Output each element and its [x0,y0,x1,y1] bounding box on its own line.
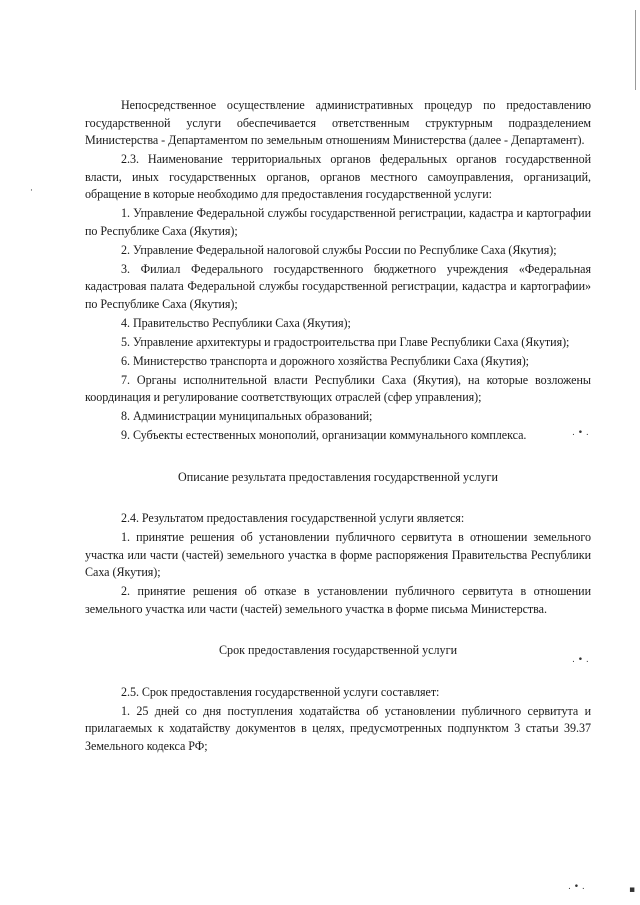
list-item-6: 6. Министерство транспорта и дорожного хозяйства Республики Саха (Якутия); [121,353,529,368]
paragraph-2-3: 2.3. Наименование территориальных органов федеральных органов государственной власти, иных государственных органов, органов местного самоуправления, организаций, обращение в которые необходимо для предоставления государственной услуги: [85,152,591,201]
section-heading-result: Описание результата предоставления государственной услуги [178,469,498,484]
scan-speck: . • . [572,428,589,438]
result-item-2: 2. принятие решения об отказе в установлении публичного сервитута в отношении земельного участка или части (частей) земельного участка в форме письма Министерства. [85,584,591,616]
list-item-5: 5. Управление архитектуры и градостроительства при Главе Республики Саха (Якутия); [121,334,570,349]
result-item-1: 1. принятие решения об установлении публичного сервитута в отношении земельного участка или части (частей) земельного участка в форме распоряжения Правительства Республики Саха (Якутия); [85,530,591,579]
list-item-3: 3. Филиал Федерального государственного бюджетного учреждения «Федеральная кадастровая палата Федеральной службы государственной регистрации, кадастра и картографии» по Республике Саха (Якутия); [85,261,591,311]
scan-speck: . • . [568,882,585,892]
list-item-8: 8. Администрации муниципальных образований; [121,409,373,423]
scan-speck: . • . [572,655,589,665]
scan-speck: · [30,186,33,196]
list-item-1: 1. Управление Федеральной службы государственной регистрации, кадастра и картографии по Республике Саха (Якутия); [85,206,591,238]
list-item-4: 4. Правительство Республики Саха (Якутия); [121,315,351,330]
list-item-7: 7. Органы исполнительной власти Республики Саха (Якутия), на которые возложены координация и регулирование соответствующих отраслей (сфер управления); [85,372,591,404]
list-item-2: 2. Управление Федеральной налоговой службы России по Республике Саха (Якутия); [121,242,557,257]
paragraph-2-5: 2.5. Срок предоставления государственной услуги составляет: [121,684,440,699]
section-heading-term: Срок предоставления государственной услуги [218,643,458,657]
document-body [85,97,591,755]
scan-speck: ▪ [629,885,636,895]
scan-edge-line [635,10,636,90]
paragraph-department: Непосредственное осуществление административных процедур по предоставлению государственной услуги обеспечивается ответственным структурным подразделением Министерства - Департаментом по земельным отношениям Министерства (далее - Департамент). [85,98,591,147]
list-item-9: 9. Субъекты естественных монополий, организации коммунального комплекса. [121,428,527,442]
paragraph-2-4: 2.4. Результатом предоставления государственной услуги является: [121,511,465,525]
term-item-1: 1. 25 дней со дня поступления ходатайства об установлении публичного сервитута и прилагаемых к ходатайству документов в целях, предусмотренных подпунктом 3 статьи 39.37 Земельного кодекса РФ; [85,703,591,753]
